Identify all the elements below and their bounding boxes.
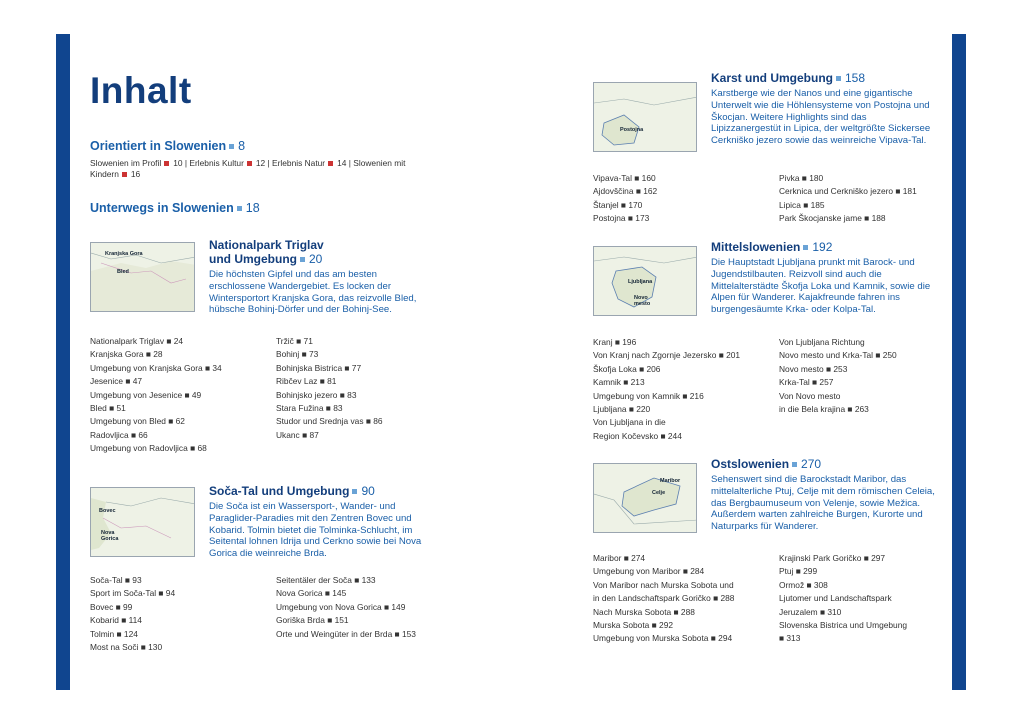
map-label: Novo mesto <box>634 295 651 307</box>
toc-entry[interactable]: Seitentäler der Soča ■ 133 <box>276 575 376 585</box>
toc-entry[interactable]: Maribor ■ 274 <box>593 553 646 563</box>
region-mittel-description: Die Hauptstadt Ljubljana prunkt mit Barock- und Jugendstilbauten. Reizvoll sind auch die Mittelalterstädte Škofja Loka und Kamnik, sowie die Alpen für Wanderer. Kajakfreunde fahren ins burgengesäumte Krka- oder Kolpa-Tal. <box>711 257 931 316</box>
region-triglav-description: Die höchsten Gipfel und das am besten erschlossene Wandergebiet. Es locken der Wintersportort Kranjska Gora, das reizvolle Bled, hübsche Bohinj-Dörfer und der Bohinj-See. <box>209 269 417 316</box>
toc-entry[interactable]: Novo mesto ■ 253 <box>779 363 848 374</box>
section-orientiert-page: 8 <box>238 139 246 153</box>
region-ost-description: Sehenswert sind die Barockstadt Maribor, das mittelalterliche Ptuj, Celje mit dem römischen Celeia, das Bergbaumuseum von Velenje, sowie Mežica. Außerdem warten zahlreiche Burgen, Kurorte und Naturparks für Wanderer. <box>711 474 935 533</box>
toc-entry[interactable]: Vipava-Tal ■ 160 <box>593 173 656 183</box>
toc-entry[interactable]: Stara Fužina ■ 83 <box>276 403 343 414</box>
toc-entry[interactable]: Bohinjsko jezero ■ 83 <box>276 389 357 400</box>
map-label: Nova Gorica <box>101 530 119 542</box>
toc-entry[interactable]: Ajdovščina ■ 162 <box>593 186 658 197</box>
toc-entry[interactable]: Sport im Soča-Tal ■ 94 <box>90 588 176 599</box>
toc-entry[interactable]: Ljubljana ■ 220 <box>593 404 651 415</box>
region-title: und Umgebung <box>209 252 297 266</box>
map-label: Kranjska Gora <box>105 251 143 257</box>
map-ost <box>593 463 697 533</box>
section-orientiert-title: Orientiert in Slowenien <box>90 139 227 153</box>
region-soca-heading[interactable] <box>209 484 375 498</box>
toc-entry[interactable]: Von Kranj nach Zgornje Jezersko ■ 201 <box>593 350 741 361</box>
toc-entry[interactable]: Nationalpark Triglav ■ 24 <box>90 336 184 346</box>
page-marker-icon <box>237 206 242 211</box>
page-marker-icon <box>836 76 841 81</box>
page-marker-icon <box>164 161 169 166</box>
page-marker-icon <box>300 257 305 262</box>
toc-entry[interactable]: Bled ■ 51 <box>90 403 126 414</box>
map-label: Celje <box>652 490 666 496</box>
orientiert-items: Slowenien im Profil 10 | Erlebnis Kultur 12 | Erlebnis Natur 14 | Slowenien mit Kindern 16 <box>90 158 406 179</box>
toc-entry[interactable]: Škofja Loka ■ 206 <box>593 363 661 374</box>
mittel-col1 <box>593 336 740 443</box>
map-label: Postojna <box>620 127 644 133</box>
toc-entry[interactable]: ■ 313 <box>779 633 801 644</box>
region-page: 158 <box>845 71 866 85</box>
region-ost-heading[interactable] <box>711 457 821 471</box>
toc-entry[interactable]: Bohinjska Bistrica ■ 77 <box>276 362 362 373</box>
toc-entry[interactable]: Lipica ■ 185 <box>779 199 825 210</box>
toc-entry[interactable]: Erlebnis Kultur 12 <box>189 158 266 168</box>
karst-col2 <box>779 172 917 226</box>
toc-entry[interactable]: Ormož ■ 308 <box>779 579 828 590</box>
toc-entry[interactable]: Most na Soči ■ 130 <box>90 642 163 653</box>
map-triglav <box>90 242 195 312</box>
section-unterwegs-title: Unterwegs in Slowenien <box>90 201 234 215</box>
page-marker-icon <box>122 172 127 177</box>
toc-entry[interactable]: Nova Gorica ■ 145 <box>276 588 347 599</box>
region-title: Nationalpark Triglav <box>209 238 324 252</box>
toc-entry[interactable]: Krka-Tal ■ 257 <box>779 377 834 388</box>
soca-col2 <box>276 574 416 641</box>
toc-entry[interactable]: Krajinski Park Goričko ■ 297 <box>779 553 886 563</box>
toc-entry[interactable]: Studor und Srednja vas ■ 86 <box>276 416 383 427</box>
toc-entry[interactable]: Von Ljubljana in die <box>593 417 666 428</box>
toc-entry[interactable]: Jeruzalem ■ 310 <box>779 606 842 617</box>
region-page: 192 <box>812 240 833 254</box>
map-label: Bovec <box>99 508 116 514</box>
toc-entry[interactable]: Umgebung von Jesenice ■ 49 <box>90 389 202 400</box>
toc-entry[interactable]: Pivka ■ 180 <box>779 173 824 183</box>
toc-entry[interactable]: Slovenska Bistrica und Umgebung <box>779 620 908 631</box>
toc-entry[interactable]: Goriška Brda ■ 151 <box>276 615 349 626</box>
toc-entry[interactable]: Štanjel ■ 170 <box>593 199 643 210</box>
page-marker-icon <box>803 245 808 250</box>
toc-entry[interactable]: Tolmin ■ 124 <box>90 628 138 639</box>
region-title: Soča-Tal und Umgebung <box>209 484 350 498</box>
toc-entry[interactable]: Jesenice ■ 47 <box>90 376 143 387</box>
section-unterwegs[interactable] <box>90 201 260 215</box>
map-mittel <box>593 246 697 316</box>
toc-entry[interactable]: Slowenien mit Kindern 16 <box>90 158 406 179</box>
toc-entry[interactable]: Novo mesto und Krka-Tal ■ 250 <box>779 350 897 361</box>
toc-entry[interactable]: Umgebung von Maribor ■ 284 <box>593 566 705 577</box>
toc-entry[interactable]: Erlebnis Natur 14 <box>272 158 347 168</box>
page-marker-icon <box>792 462 797 467</box>
page-marker-icon <box>247 161 252 166</box>
toc-entry[interactable]: Ljutomer und Landschaftspark <box>779 593 892 604</box>
toc-entry[interactable]: Nach Murska Sobota ■ 288 <box>593 606 695 617</box>
toc-entry[interactable]: Umgebung von Bled ■ 62 <box>90 416 185 427</box>
region-page: 90 <box>361 484 375 498</box>
toc-entry[interactable]: Ribčev Laz ■ 81 <box>276 376 337 387</box>
soca-col1 <box>90 574 175 654</box>
region-mittel-heading[interactable] <box>711 240 832 254</box>
toc-entry[interactable]: Umgebung von Murska Sobota ■ 294 <box>593 633 733 644</box>
triglav-col2 <box>276 335 383 442</box>
toc-entry[interactable]: in den Landschaftspark Goričko ■ 288 <box>593 593 735 604</box>
toc-entry[interactable]: Umgebung von Kranjska Gora ■ 34 <box>90 362 222 373</box>
toc-entry[interactable]: Postojna ■ 173 <box>593 213 650 224</box>
map-label: Bled <box>117 269 129 275</box>
region-soca-description: Die Soča ist ein Wassersport-, Wander- und Paraglider-Paradies mit den Zentren Bovec und Kobarid. Tolmin bietet die Tolminka-Schlucht, im Seitental lohnen Idrija und Cerkno sowie bei Nova Gorica die weinreiche Brda. <box>209 501 422 560</box>
region-karst-description: Karstberge wie der Nanos und eine gigantische Unterwelt wie die Höhlensysteme von Postojna und Škocjan. Weitere Highlights sind das Lipizzanergestüt in Lipica, der weltgrößte Sickersee Cerkniško jezero sowie das weinreiche Vipava-Tal. <box>711 88 931 147</box>
toc-entry[interactable]: Cerknica und Cerkniško jezero ■ 181 <box>779 186 917 197</box>
toc-entry[interactable]: Umgebung von Kamnik ■ 216 <box>593 390 704 401</box>
toc-entry[interactable]: Von Maribor nach Murska Sobota und <box>593 579 734 590</box>
map-label: Maribor <box>660 478 681 484</box>
toc-entry[interactable]: Ptuj ■ 299 <box>779 566 818 577</box>
region-title: Karst und Umgebung <box>711 71 833 85</box>
toc-entry[interactable]: Bohinj ■ 73 <box>276 349 319 360</box>
toc-entry[interactable]: Region Kočevsko ■ 244 <box>593 430 682 441</box>
toc-entry[interactable]: Kobarid ■ 114 <box>90 615 142 626</box>
toc-entry[interactable]: Von Novo mesto <box>779 390 841 401</box>
toc-entry[interactable]: Umgebung von Nova Gorica ■ 149 <box>276 601 406 612</box>
toc-entry[interactable]: Kranj ■ 196 <box>593 337 637 347</box>
toc-entry[interactable]: Orte und Weingüter in der Brda ■ 153 <box>276 628 416 639</box>
toc-entry[interactable]: Radovljica ■ 66 <box>90 429 148 440</box>
toc-entry[interactable]: Murska Sobota ■ 292 <box>593 620 674 631</box>
toc-entry[interactable]: Ukanc ■ 87 <box>276 429 319 440</box>
region-title: Mittelslowenien <box>711 240 801 254</box>
section-unterwegs-page: 18 <box>245 201 260 215</box>
region-page: 20 <box>308 252 323 266</box>
toc-entry[interactable]: Tržič ■ 71 <box>276 336 313 346</box>
toc-entry[interactable]: Bovec ■ 99 <box>90 601 133 612</box>
region-page: 270 <box>801 457 822 471</box>
page-marker-icon <box>352 489 357 494</box>
ost-col2 <box>779 552 907 646</box>
region-karst-heading[interactable] <box>711 71 865 85</box>
triglav-col1 <box>90 335 222 456</box>
right-page-edge-bar <box>952 34 966 690</box>
section-orientiert[interactable] <box>90 139 245 153</box>
toc-entry[interactable]: Slowenien im Profil 10 <box>90 158 183 168</box>
map-label: Ljubljana <box>628 279 653 285</box>
region-triglav-heading[interactable] <box>209 238 324 266</box>
toc-entry[interactable]: Von Ljubljana Richtung <box>779 337 865 347</box>
map-soca <box>90 487 195 557</box>
karst-col1 <box>593 172 657 226</box>
mittel-col2 <box>779 336 897 416</box>
region-title: Ostslowenien <box>711 457 790 471</box>
ost-col1 <box>593 552 734 646</box>
toc-entry[interactable]: Park Škocjanske jame ■ 188 <box>779 213 886 224</box>
toc-entry[interactable]: in die Bela krajina ■ 263 <box>779 404 869 415</box>
toc-entry[interactable]: Kamnik ■ 213 <box>593 377 645 388</box>
toc-entry[interactable]: Umgebung von Radovljica ■ 68 <box>90 443 207 454</box>
map-karst <box>593 82 697 152</box>
page-marker-icon <box>328 161 333 166</box>
page-title: Inhalt <box>90 70 192 111</box>
toc-entry[interactable]: Soča-Tal ■ 93 <box>90 575 142 585</box>
toc-entry[interactable]: Kranjska Gora ■ 28 <box>90 349 163 360</box>
left-page-edge-bar <box>56 34 70 690</box>
page-marker-icon <box>229 144 234 149</box>
